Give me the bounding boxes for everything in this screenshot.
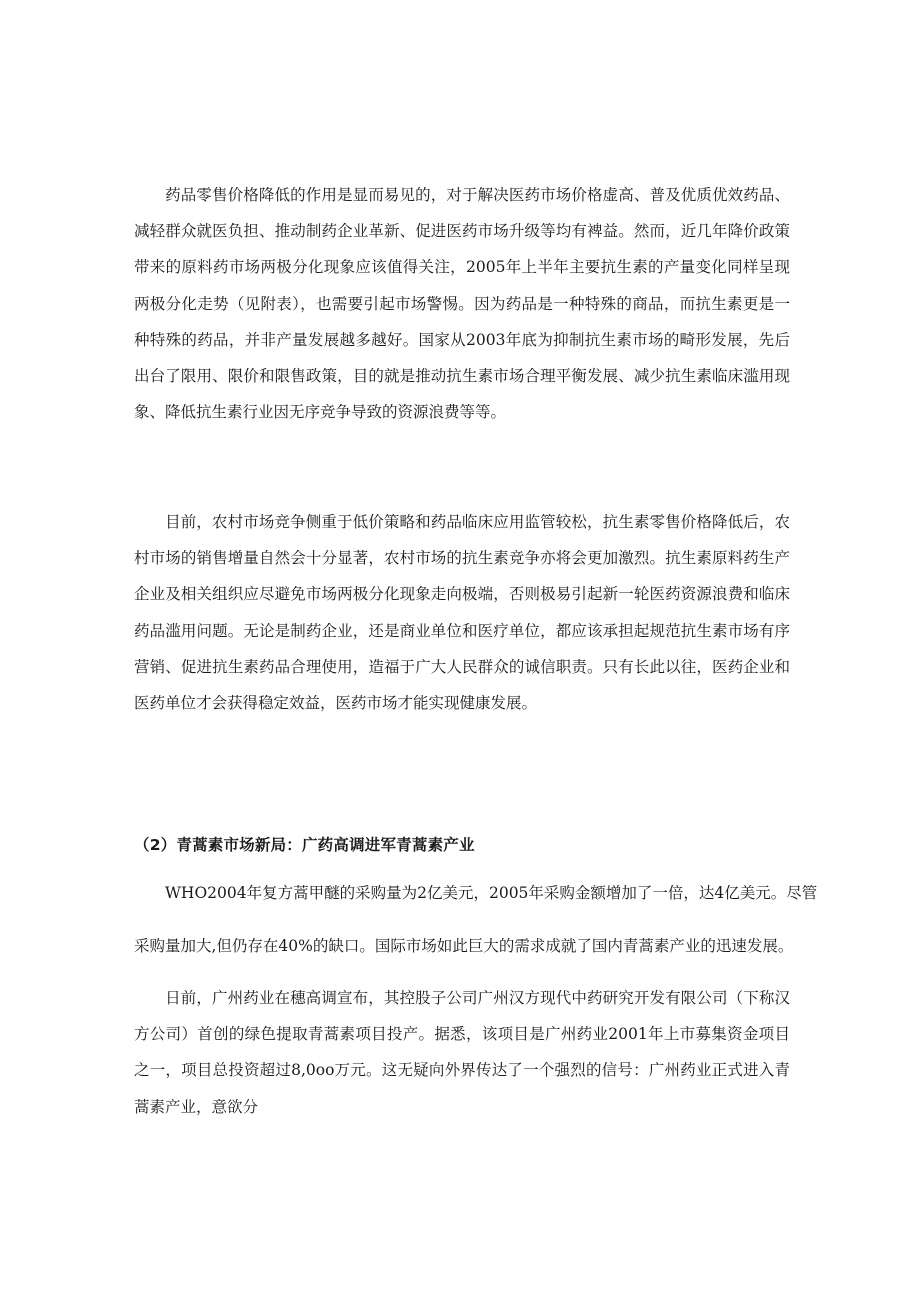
paragraph-price-reduction: [134, 177, 790, 430]
section-heading: （2）青蒿素市场新局：广药高调进军青蒿素产业: [134, 836, 475, 854]
paragraph-guangzhou-pharma: [134, 980, 790, 1125]
who-procurement-line-2: 采购量加大,但仍存在40%的缺口。国际市场如此巨大的需求成就了国内青蒿素产业的迅速发展。: [134, 937, 794, 955]
who-procurement-line-1: WHO2004年复方蒿甲醚的采购量为2亿美元，2005年采购金额增加了一倍，达4亿美元。尽管: [165, 884, 818, 902]
paragraph-rural-market: [134, 504, 790, 721]
paragraph-text: 药品零售价格降低的作用是显而易见的，对于解决医药市场价格虚高、普及优质优效药品、减轻群众就医负担、推动制药企业革新、促进医药市场升级等均有裨益。然而，近几年降价政策带来的原料药市场两极分化现象应该值得关注，2005年上半年主要抗生素的产量变化同样呈现两极分化走势（见附表），也需要引起市场警惕。因为药品是一种特殊的商品，而抗生素更是一种特殊的药品，并非产量发展越多越好。国家从2003年底为抑制抗生素市场的畸形发展，先后出台了限用、限价和限售政策，目的就是推动抗生素市场合理平衡发展、减少抗生素临床滥用现象、降低抗生素行业因无序竞争导致的资源浪费等等。: [134, 186, 790, 422]
paragraph-text: 日前，广州药业在穗高调宣布，其控股子公司广州汉方现代中药研究开发有限公司（下称汉方公司）首创的绿色提取青蒿素项目投产。据悉，该项目是广州药业2001年上市募集资金项目之一，项目总投资超过8,0oo万元。这无疑向外界传达了一个强烈的信号：广州药业正式进入青蒿素产业，意欲分: [134, 989, 790, 1116]
paragraph-text: 目前，农村市场竞争侧重于低价策略和药品临床应用监管较松，抗生素零售价格降低后，农村市场的销售增量自然会十分显著，农村市场的抗生素竞争亦将会更加激烈。抗生素原料药生产企业及相关组织应尽避免市场两极分化现象走向极端，否则极易引起新一轮医药资源浪费和临床药品滥用问题。无论是制药企业，还是商业单位和医疗单位，都应该承担起规范抗生素市场有序营销、促进抗生素药品合理使用，造福于广大人民群众的诚信职责。只有长此以往，医药企业和医药单位才会获得稳定效益，医药市场才能实现健康发展。: [134, 513, 790, 713]
